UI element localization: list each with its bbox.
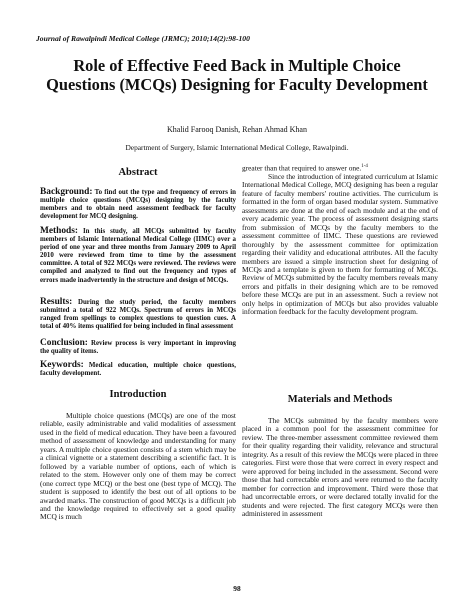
article-title: Role of Effective Feed Back in Multiple Choice Questions (MCQs) Designing for Faculty Development — [46, 56, 428, 94]
methods-label: Methods: — [40, 226, 79, 236]
conclusion-text: Review process is very important in improving the quality of items. — [40, 340, 236, 356]
citation-superscript: 1-4 — [361, 164, 368, 169]
abstract-heading: Abstract — [118, 167, 158, 178]
introduction-paragraph: Multiple choice questions (MCQs) are one of the most reliable, easily administrable and valid modalities of assessment used in the field of medical education. They have been a favoured method of assessment of knowledge and understanding for many years. A multiple choice question consists of a stem which may be a clinical vignette or a statement describing a scientific fact. It is followed by a variable number of options, each of which is related to the stem. However only one of them may be correct (one correct type MCQ) or the best one (best type of MCQ). The student is supposed to identify the best out of all options to be awarded marks. The construction of good MCQs is a difficult job and the knowledge required to effectively set a good quality MCQ is much — [40, 411, 236, 522]
article-affiliation: Department of Surgery, Islamic International Medical College, Rawalpindi. — [125, 143, 349, 152]
journal-header: Journal of Rawalpindi Medical College (JRMC); 2010;14(2):98-100 — [36, 34, 250, 43]
introduction-heading: Introduction — [109, 389, 167, 400]
methods-paragraph: The MCQs submitted by the faculty members were placed in a common pool for the assessment committee for review. The three-member assessment committee reviewed them for their quality regarding their validity, relevance and structural integrity. As a result of this review the MCQs were placed in three categories. First were those that were correct in every respect and were approved for being included in the assessment. Second were those that had correctable errors and were returned to the faculty member for correction and improvement. Third were those that had uncorrectable errors, or were declared totally invalid for the students and were rejected. The first category MCQs were then administered in assessment — [242, 416, 438, 518]
article-authors: Khalid Farooq Danish, Rehan Ahmad Khan — [167, 125, 307, 134]
results-label: Results: — [40, 297, 73, 307]
results-text: During the study period, the faculty members submitted a total of 922 MCQs. Spectrum of errors in MCQs ranged from spellings to complex questions to question cues. A total of 40% items qualified for being included in final assessment — [40, 299, 236, 331]
keywords-text: Medical education, multiple choice questions, faculty development. — [40, 362, 236, 378]
methods-text: In this study, all MCQs submitted by faculty members of Islamic International Medical College (IIMC) over a period of one year and three months from January 2009 to April 2010 were reviewed from time to time by the assessment committee. A total of 922 MCQs were reviewed. The reviews were compiled and analyzed to find out the frequency and types of errors made inadvertently in the structure and design of MCQs. — [40, 228, 236, 284]
background-text: To find out the type and frequency of errors in multiple choice questions (MCQs) designing by the faculty members and to obtain need assessment feedback for faculty development for MCQ designing. — [40, 189, 236, 221]
page-number: 98 — [233, 584, 241, 593]
materials-methods-heading: Materials and Methods — [287, 394, 393, 405]
conclusion-label: Conclusion: — [40, 338, 88, 348]
abstract-keywords — [40, 361, 236, 378]
keywords-label: Keywords: — [40, 360, 84, 370]
abstract-conclusion — [40, 339, 236, 356]
curriculum-paragraph: Since the introduction of integrated curriculum at Islamic International Medical College, MCQ designing has been a regular feature of faculty members' routine activities. The curriculum is formatted in the form of organ based modular system. Summative assessments are done at the end of each module and at the end of every academic year. The process of assessment designing starts from submission of MCQs by the faculty members to the assessment committee of IIMC. These questions are reviewed thoroughly by the assessment committee for optimization regarding their validity and educational attributes. All the faculty members are issued a simple instruction sheet for designing of MCQs and a template is given to them for formatting of MCQs. Review of MCQs submitted by the faculty members reveals many errors and pitfalls in their designing which are to be removed before these MCQs are put in an assessment. Such a review not only helps in optimization of MCQs but also provides valuable information feedback for the faculty development program. — [242, 172, 438, 317]
abstract-background — [40, 188, 236, 221]
abstract-results — [40, 298, 236, 331]
background-label: Background: — [40, 187, 93, 197]
continued-sentence: greater than that required to answer one. — [242, 163, 362, 173]
abstract-methods — [40, 227, 236, 285]
